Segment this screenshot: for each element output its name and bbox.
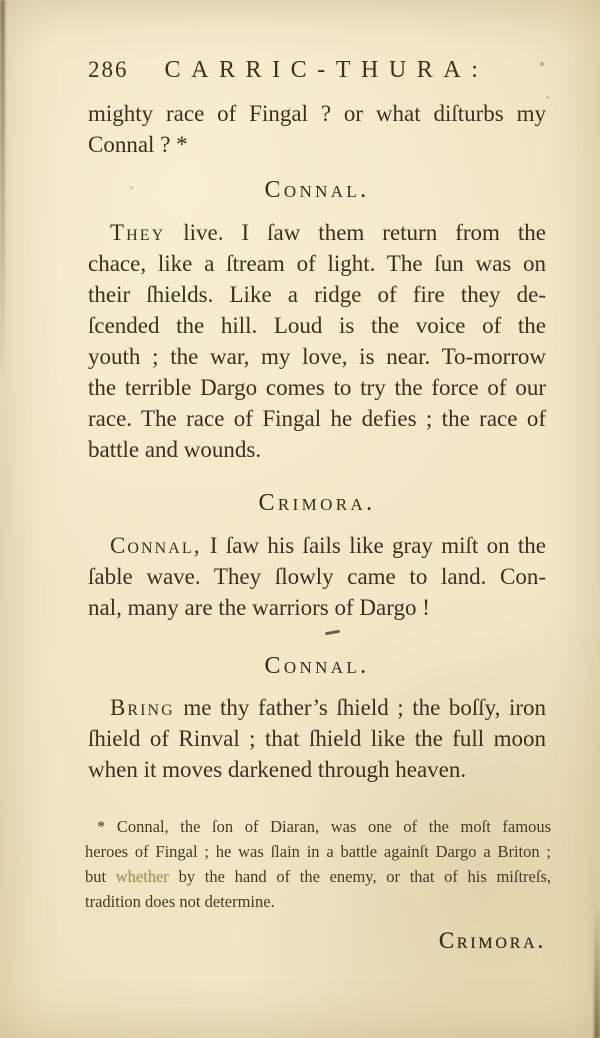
dialogue-line: the terrible Dargo comes to try the force of our — [88, 375, 546, 400]
footnote-line: but whether by the hand of the enemy, or that of his miſtreſs, — [85, 867, 551, 886]
footnote-line: tradition does not determine. — [85, 892, 275, 911]
dialogue-line: Connal ? * — [88, 132, 188, 157]
page-gutter-shadow — [0, 0, 5, 420]
dialogue-line: Connal, I ſaw his ſails like gray miſt on the — [110, 533, 546, 558]
page-edge-shadow — [594, 905, 600, 1038]
text-block — [85, 0, 551, 956]
dialogue-line: ſhield of Rinval ; that ſhield like the full moon — [88, 726, 546, 751]
footnote-marker: * — [97, 817, 106, 836]
page-number: 286 — [88, 57, 129, 82]
dialogue-line: Bring me thy father’s ſhield ; the boſſy, iron — [110, 695, 546, 720]
catchword: Crimora. — [438, 928, 546, 953]
dialogue-line: mighty race of Fingal ? or what diſturbs my — [88, 101, 546, 126]
opening-paragraph — [88, 98, 546, 160]
faded-word: whether — [115, 867, 169, 886]
page-header — [88, 54, 546, 86]
dialogue-line: their ſhields. Like a ridge of fire they de- — [88, 282, 546, 307]
dialogue-line: nal, many are the warriors of Dargo ! — [88, 595, 430, 620]
footnote-line: heroes of Fingal ; he was ſlain in a battle againſt Dargo a Briton ; — [85, 842, 551, 861]
dialogue-line: ſable wave. They ſlowly came to land. Con- — [88, 564, 546, 589]
dialogue-line: youth ; the war, my love, is near. To-morrow — [88, 344, 546, 369]
dialogue-paragraph — [88, 692, 546, 785]
dialogue-line: battle and wounds. — [88, 437, 262, 462]
dialogue-line: when it moves darkened through heaven. — [88, 757, 467, 782]
footnote-line: * Connal, the ſon of Diaran, was one of the moſt famous — [97, 817, 551, 836]
dialogue-paragraph — [88, 530, 546, 623]
dialogue-paragraph — [88, 217, 546, 465]
dialogue-line: ſcended the hill. Loud is the voice of the — [88, 313, 546, 338]
speaker-heading-crimora: Crimora. — [258, 490, 376, 516]
speaker-heading-connal-2: Connal. — [264, 653, 370, 679]
speaker-heading-connal: Connal. — [264, 177, 370, 203]
lead-word: They — [110, 220, 166, 245]
dialogue-line: race. The race of Fingal he defies ; the race of — [88, 406, 546, 431]
lead-word: Connal, — [110, 533, 202, 558]
footnote — [85, 814, 551, 914]
running-title: CARRIC-THURA: — [164, 57, 489, 83]
dialogue-line: chace, like a ſtream of light. The ſun was on — [88, 251, 546, 276]
ink-speck — [546, 96, 549, 99]
lead-word: Bring — [110, 695, 175, 720]
dialogue-line: They live. I ſaw them return from the — [110, 220, 546, 245]
